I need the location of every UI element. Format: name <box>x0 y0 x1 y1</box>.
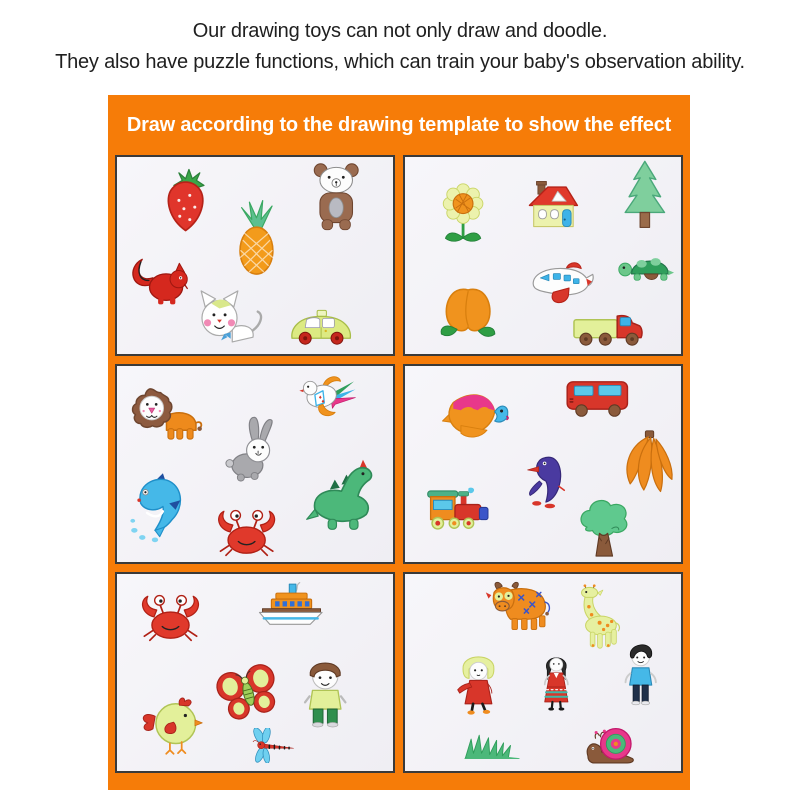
fish-drawing <box>441 381 510 452</box>
bus-drawing <box>560 375 632 420</box>
dinosaur-drawing <box>305 456 380 535</box>
header-line1: Our drawing toys can not only draw and doodle. <box>192 20 608 42</box>
panel-transport-and-nature <box>403 364 683 565</box>
cow-drawing <box>474 580 554 635</box>
bird-drawing <box>296 370 357 425</box>
header-line2: They also have puzzle functions, which can train your baby's observation ability. <box>55 51 745 73</box>
woman-drawing <box>537 643 576 716</box>
rabbit-drawing <box>219 411 288 490</box>
airplane-drawing <box>526 255 598 308</box>
pine-tree-drawing <box>620 159 670 230</box>
turtle-drawing <box>615 244 678 291</box>
panel-garden-and-vehicles <box>403 155 683 356</box>
panel-people-and-farm <box>403 572 683 773</box>
girl-drawing <box>455 647 502 718</box>
cat-drawing <box>194 283 266 350</box>
template-board <box>108 95 690 790</box>
panel-toys-and-insects <box>115 572 395 773</box>
drawings-grid <box>115 155 683 773</box>
peach-drawing <box>435 279 501 342</box>
giraffe-drawing <box>568 584 623 651</box>
snail-drawing <box>579 720 642 765</box>
dragonfly-drawing <box>241 728 302 763</box>
taxi-car-drawing <box>288 306 354 347</box>
steamboat-drawing <box>252 578 327 641</box>
strawberry-drawing <box>158 167 213 234</box>
sunflower-drawing <box>441 181 485 252</box>
tree-drawing <box>576 492 631 561</box>
crab-drawing-2 <box>136 588 205 643</box>
dolphin-drawing <box>128 468 191 547</box>
lion-drawing <box>125 383 205 442</box>
man-drawing <box>620 635 661 712</box>
house-drawing <box>521 177 584 236</box>
header <box>0 0 800 78</box>
truck-drawing <box>571 306 646 349</box>
teddy-bear-drawing <box>310 161 362 232</box>
crab-drawing <box>208 503 285 558</box>
grass-drawing <box>463 734 521 760</box>
pineapple-drawing <box>233 198 280 277</box>
panel-fruits-and-pets <box>115 155 395 356</box>
panel-wild-animals <box>115 364 395 565</box>
squirrel-drawing <box>125 251 191 310</box>
butterfly-drawing <box>214 663 283 722</box>
penguin-drawing <box>521 448 573 513</box>
chicken-drawing <box>139 688 205 755</box>
board-title: Draw according to the drawing template to show the effect <box>126 113 672 136</box>
bananas-drawing <box>615 429 676 498</box>
train-drawing <box>427 480 499 537</box>
boy-drawing <box>299 653 351 728</box>
